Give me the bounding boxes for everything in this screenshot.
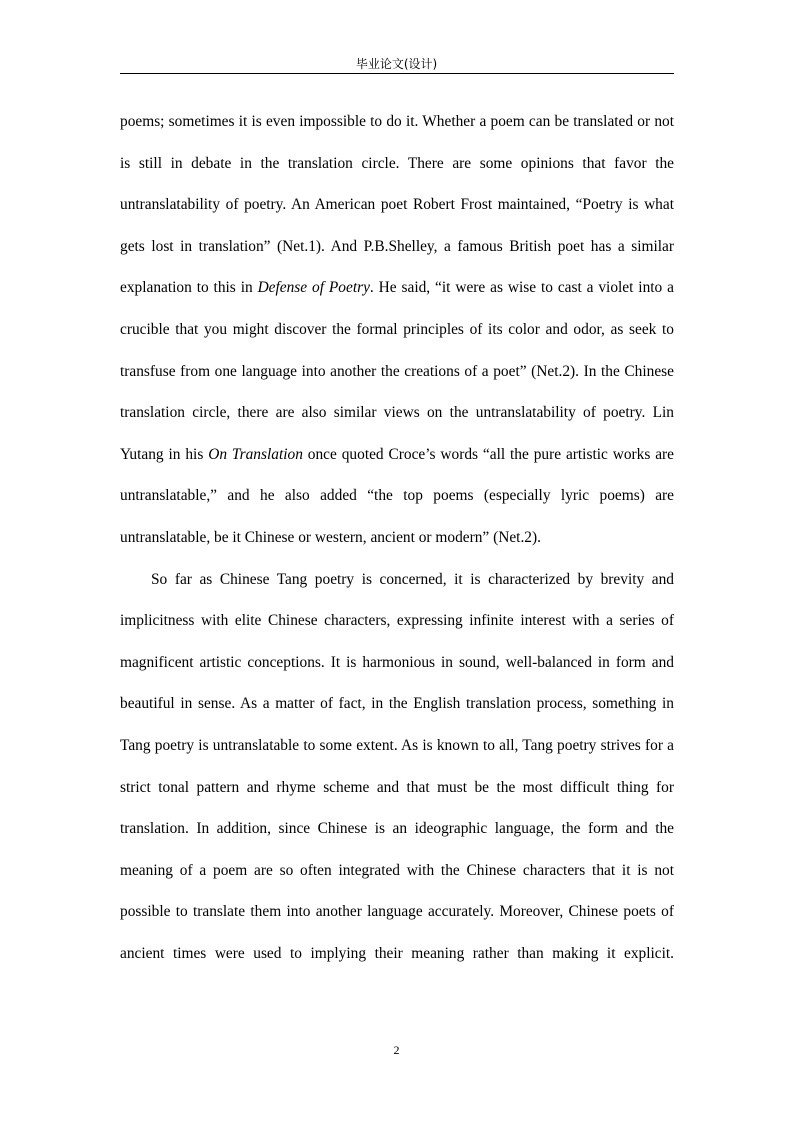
paragraph-untranslatability <box>120 101 674 559</box>
paragraph-text: once quoted Croce’s words “all the pure artistic works are untranslatable,” and he also added “the top poems (especially lyric poems) are untranslatable, be it Chinese or western, ancient or modern” (Net.2). <box>120 445 675 546</box>
paragraph-text: poems; sometimes it is even impossible to do it. Whether a poem can be translated or not is still in debate in the translation circle. There are some opinions that favor the untranslatability of poetry. An American poet Robert Frost maintained, “Poetry is what gets lost in translation” (Net.1). And P.B.Shelley, a famous British poet has a similar explanation to this in <box>120 113 674 297</box>
paragraph-tang-poetry: So far as Chinese Tang poetry is concerned, it is characterized by brevity and implicitness with elite Chinese characters, expressing infinite interest with a series of magnificent artistic conceptions. It is harmonious in sound, well-balanced in form and beautiful in sense. As a matter of fact, in the English translation process, something in Tang poetry is untranslatable to some extent. As is known to all, Tang poetry strives for a strict tonal pattern and rhyme scheme and that must be the most difficult thing for translation. In addition, since Chinese is an ideographic language, the form and the meaning of a poem are so often integrated with the Chinese characters that it is not possible to translate them into another language accurately. Moreover, Chinese poets of ancient times were used to implying their meaning rather than making it explicit. <box>120 570 674 962</box>
paragraph-text: . He said, “it were as wise to cast a violet into a crucible that you might discover the formal principles of its color and odor, as seek to transfuse from one language into another the creations of a poet” (Net.2). In the Chinese translation circle, there are also similar views on the untranslatability of poetry. Lin Yutang in his <box>120 279 674 463</box>
header-rule <box>120 73 674 74</box>
running-header: 毕业论文(设计) <box>355 57 438 71</box>
page-body <box>120 101 674 974</box>
page-number: 2 <box>393 1043 400 1057</box>
book-title-defense-of-poetry: Defense of Poetry <box>257 279 370 297</box>
book-title-on-translation: On Translation <box>208 445 303 463</box>
